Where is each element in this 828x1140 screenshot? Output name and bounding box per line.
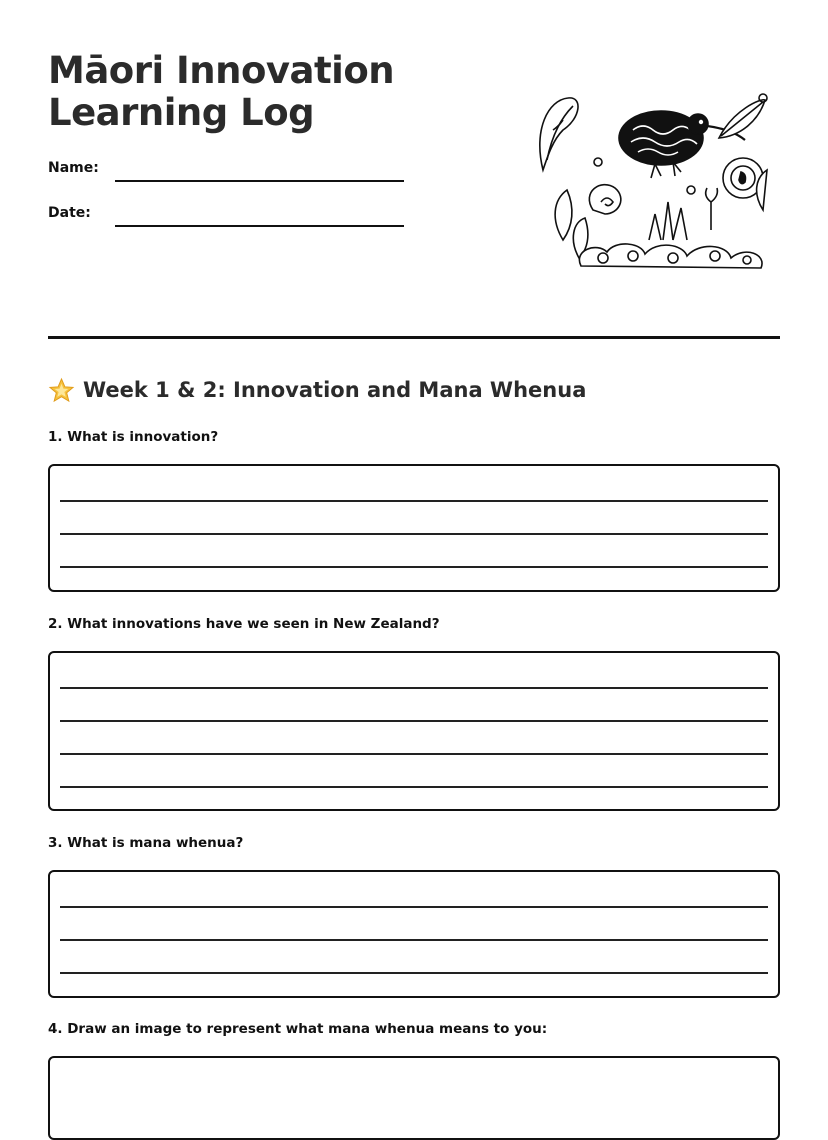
answer-box-2[interactable] xyxy=(48,651,780,811)
learning-log-page xyxy=(48,0,780,1118)
name-field xyxy=(48,158,408,184)
name-line[interactable] xyxy=(115,180,404,182)
answer-line xyxy=(60,786,768,788)
answer-box-3[interactable] xyxy=(48,870,780,998)
answer-line xyxy=(60,533,768,535)
date-field xyxy=(48,203,408,229)
question-1: 1. What is innovation? xyxy=(48,429,219,445)
answer-line xyxy=(60,972,768,974)
question-2: 2. What innovations have we seen in New Zealand? xyxy=(48,616,440,632)
drawing-box[interactable] xyxy=(48,1056,780,1140)
page-title: Māori Innovation Learning Log xyxy=(48,49,395,134)
answer-line xyxy=(60,566,768,568)
question-3: 3. What is mana whenua? xyxy=(48,835,244,851)
answer-line xyxy=(60,687,768,689)
star-icon xyxy=(48,377,75,404)
kiwi-bird-illustration-icon xyxy=(523,90,768,272)
date-line[interactable] xyxy=(115,225,404,227)
answer-line xyxy=(60,500,768,502)
answer-line xyxy=(60,906,768,908)
section-heading xyxy=(48,374,586,406)
answer-line xyxy=(60,720,768,722)
date-label: Date: xyxy=(48,205,91,221)
answer-line xyxy=(60,753,768,755)
name-label: Name: xyxy=(48,160,99,176)
section-divider xyxy=(48,336,780,339)
question-4: 4. Draw an image to represent what mana whenua means to you: xyxy=(48,1021,548,1037)
answer-line xyxy=(60,939,768,941)
section-title: Week 1 & 2: Innovation and Mana Whenua xyxy=(83,378,587,402)
answer-box-1[interactable] xyxy=(48,464,780,592)
